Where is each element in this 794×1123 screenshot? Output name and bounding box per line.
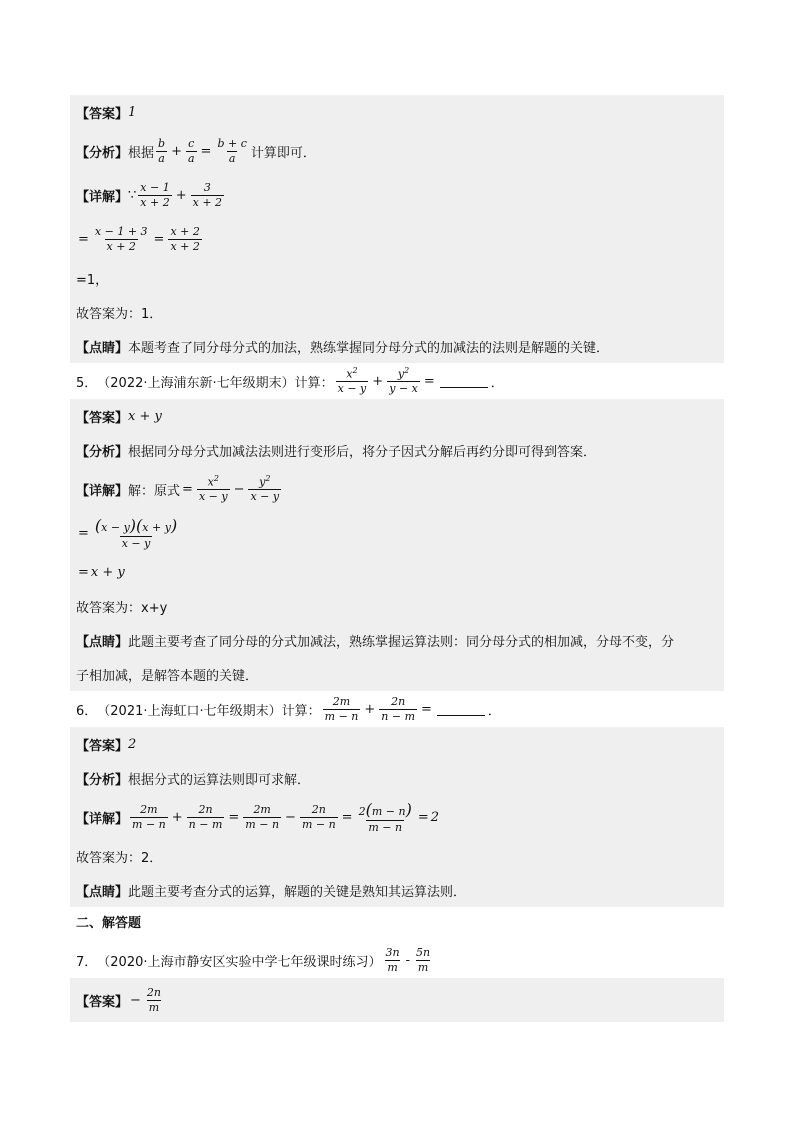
operator: =	[421, 701, 432, 717]
q7	[70, 942, 724, 1022]
analysis-tag: 【分析】	[76, 772, 129, 788]
step-expression: x + y	[90, 564, 125, 580]
q4-solution	[70, 95, 724, 363]
result-value: 2	[430, 809, 439, 825]
operator: =	[417, 809, 429, 825]
q6-conclusion-line	[76, 839, 718, 873]
answer-value: 2	[128, 736, 137, 752]
fraction: $\frac{y^2}{y - x}$	[389, 366, 418, 396]
q7-answer-line	[76, 978, 718, 1022]
operator: =	[228, 809, 240, 825]
answer-tag: 【答案】	[76, 106, 129, 122]
operator: =	[182, 481, 193, 497]
q4-answer-line	[76, 95, 718, 129]
detail-tag: 【详解】	[76, 189, 129, 205]
answer-tag: 【答案】	[76, 410, 129, 426]
q4-detail-line	[76, 173, 718, 217]
q5-comment-line	[76, 623, 718, 657]
q5-analysis-line	[76, 433, 718, 467]
q5-detail-line	[76, 467, 718, 511]
fraction: $\frac{b + c}{a}$	[217, 137, 247, 165]
operator: -	[405, 952, 410, 968]
q7-solution	[70, 978, 724, 1022]
conclusion-text: 故答案为：x+y	[76, 600, 168, 616]
q4-analysis-line	[76, 129, 718, 173]
operator: =	[423, 373, 435, 389]
comment-text: 此题主要考查了同分母的分式加减法，熟练掌握运算法则：同分母分式的相加减，分母不变，分	[128, 634, 675, 650]
operator: +	[372, 373, 384, 389]
q5-question	[70, 363, 724, 399]
fraction: $\frac{3}{x + 2}$	[192, 181, 223, 209]
operator: =	[78, 231, 89, 247]
fraction: $\frac{(x - y)(x + y)}{x - y}$	[94, 516, 178, 550]
step-text: =1，	[76, 272, 109, 288]
comment-text: 子相加减，是解答本题的关键．	[76, 668, 259, 684]
conclusion-text: 故答案为：2．	[76, 850, 163, 866]
question-source: （2020·上海市静安区实验中学七年级课时练习）	[97, 954, 382, 970]
detail-tag: 【详解】	[76, 483, 129, 499]
operator: +	[175, 187, 187, 203]
comment-tag: 【点睛】	[76, 884, 129, 900]
analysis-text: 计算即可．	[250, 145, 316, 161]
operator: =	[200, 143, 212, 159]
operator: −	[285, 809, 296, 825]
operator: +	[364, 701, 376, 717]
fraction: $\frac{2m}{m - n}$	[132, 803, 166, 831]
comment-tag: 【点睛】	[76, 340, 129, 356]
fraction: $\frac{2n}{m}$	[146, 986, 162, 1014]
fraction: $\frac{2m}{m - n}$	[324, 695, 359, 723]
analysis-text: 根据分式的运算法则即可求解．	[128, 772, 311, 788]
q6-answer-line	[76, 727, 718, 761]
fraction: $\frac{2n}{n - m}$	[381, 695, 416, 723]
q5-comment-line2	[76, 657, 718, 691]
operator: =	[341, 809, 353, 825]
fraction: $\frac{x^2}{x - y}$	[337, 366, 367, 396]
fraction: $\frac{x - 1 + 3}{x + 2}$	[94, 225, 148, 253]
analysis-text: 根据	[128, 145, 155, 161]
fraction: $\frac{2(m - n)}{m - n}$	[358, 800, 412, 834]
q5-conclusion-line	[76, 589, 718, 623]
solutions-page	[70, 95, 724, 907]
because-symbol: ∵	[128, 187, 137, 203]
q7-question	[70, 942, 724, 978]
q5-answer-line	[76, 399, 718, 433]
operator: =	[78, 564, 89, 580]
analysis-text: 根据同分母分式加减法法则进行变形后，将分子因式分解后再约分即可得到答案．	[128, 444, 597, 460]
q6-analysis-line	[76, 761, 718, 795]
fraction: $\frac{3n}{m}$	[385, 946, 400, 974]
period: ．	[490, 375, 504, 391]
analysis-tag: 【分析】	[76, 444, 129, 460]
answer-blank	[437, 703, 485, 716]
fraction: $\frac{c}{a}$	[187, 137, 195, 165]
fraction: $\frac{x^2}{x - y}$	[198, 474, 228, 504]
operator: −	[233, 481, 245, 497]
fraction: $\frac{2m}{m - n}$	[245, 803, 280, 831]
comment-tag: 【点睛】	[76, 634, 129, 650]
q6-question	[70, 691, 724, 727]
period: ．	[487, 703, 501, 719]
operator: =	[153, 231, 165, 247]
conclusion-text: 故答案为：1．	[76, 306, 163, 322]
comment-text: 此题主要考查分式的运算，解题的关键是熟知其运算法则．	[128, 884, 467, 900]
answer-tag: 【答案】	[76, 994, 129, 1010]
comment-text: 本题考查了同分母分式的加法，熟练掌握同分母分式的加减法的法则是解题的关键．	[128, 340, 610, 356]
q5-solution	[70, 399, 724, 691]
operator: +	[171, 143, 182, 159]
fraction: $\frac{2n}{n - m}$	[188, 803, 223, 831]
question-number: 5．	[76, 375, 98, 391]
q6-comment-line	[76, 873, 718, 907]
q4-step-line	[76, 217, 718, 261]
q4-comment-line	[76, 329, 718, 363]
fraction: $\frac{x + 2}{x + 2}$	[170, 225, 200, 253]
fraction: $\frac{y^2}{x - y}$	[250, 474, 280, 504]
operator: =	[78, 525, 89, 541]
question-number: 7．	[76, 954, 98, 970]
q6-solution	[70, 727, 724, 907]
detail-tag: 【详解】	[76, 811, 129, 827]
question-number: 6．	[76, 703, 98, 719]
operator: −	[130, 992, 141, 1008]
question-source: （2022·上海浦东新·七年级期末）计算：	[97, 375, 334, 391]
section-heading: 二、解答题	[76, 916, 142, 931]
fraction: $\frac{b}{a}$	[158, 137, 166, 165]
q5-step-line	[76, 511, 718, 555]
fraction: $\frac{2n}{m - n}$	[301, 803, 336, 831]
analysis-tag: 【分析】	[76, 145, 129, 161]
q4-conclusion-line	[76, 295, 718, 329]
answer-blank	[440, 375, 488, 388]
question-source: （2021·上海虹口·七年级期末）计算：	[97, 703, 321, 719]
fraction: $\frac{5n}{m}$	[416, 946, 431, 974]
fraction: $\frac{x - 1}{x + 2}$	[140, 181, 170, 209]
q4-step3-line	[76, 261, 718, 295]
q6-detail-line	[76, 795, 718, 839]
answer-tag: 【答案】	[76, 738, 129, 754]
answer-value: 1	[128, 104, 137, 120]
q5-step2-line	[76, 555, 718, 589]
operator: +	[171, 809, 183, 825]
answer-expression: x + y	[128, 408, 162, 424]
detail-text: 解：原式	[128, 483, 181, 499]
